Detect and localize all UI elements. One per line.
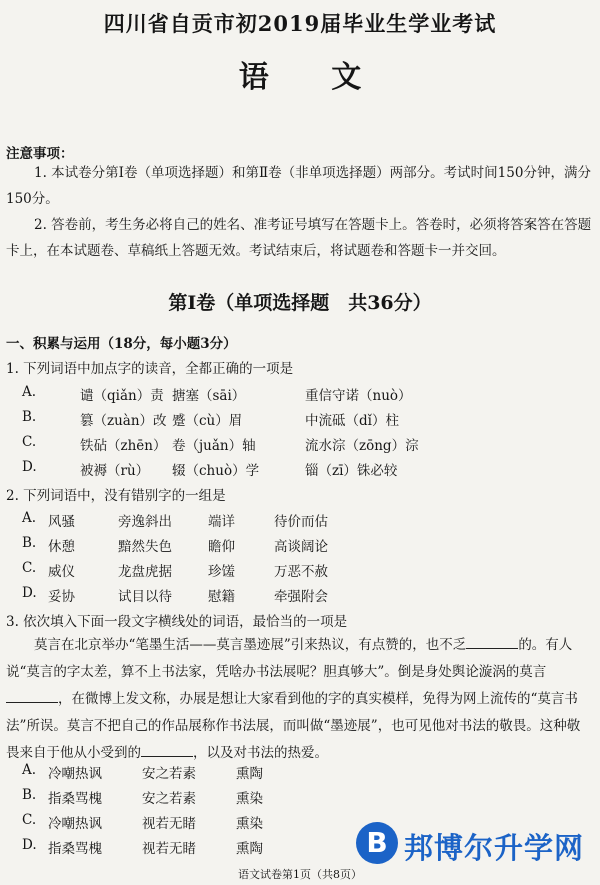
logo-text: 邦博尔升学网 <box>404 831 585 865</box>
option-word: 瞻仰 <box>208 539 235 555</box>
option-word: 待价而估 <box>274 514 328 530</box>
section-title: 第Ⅰ卷（单项选择题 共36分） <box>168 292 432 314</box>
passage-text: 的。有人说“莫言的字太差，算不上书法家，凭啥办书法展呢？胆真够大”。倒是身处舆论漩涡的莫言 <box>6 637 573 680</box>
option-word: 珍馐 <box>208 564 235 580</box>
option-word: 万恶不赦 <box>274 564 328 580</box>
option-word: 威仪 <box>48 564 75 580</box>
option-word: 视若无睹 <box>142 841 196 857</box>
option-word: 牵强附会 <box>274 589 328 605</box>
fill-blank <box>466 636 518 649</box>
notes-item-1: 1. 本试卷分第Ⅰ卷（单项选择题）和第Ⅱ卷（非单项选择题）两部分。考试时间150分钟，满分150分。 <box>6 165 591 207</box>
option-letter: B. <box>22 409 37 425</box>
option-word: 重信守诺（nuò） <box>305 388 412 404</box>
option-word: 指桑骂槐 <box>48 841 102 857</box>
exam-title: 四川省自贡市初2019届毕业生学业考试 <box>103 11 497 36</box>
option-letter: A. <box>22 510 37 526</box>
option-word: 冷嘲热讽 <box>48 816 102 832</box>
option-letter: D. <box>22 585 37 601</box>
option-word: 流水淙（zōng）淙 <box>305 438 419 454</box>
option-word: 端详 <box>208 514 235 530</box>
option-word: 指桑骂槐 <box>48 791 102 807</box>
option-word: 安之若素 <box>142 766 196 782</box>
notes-item-2: 2. 答卷前，考生务必将自己的姓名、准考证号填写在答题卡上。答卷时，必须将答案答在答题卡上，在本试题卷、草稿纸上答题无效。考试结束后，将试题卷和答题卡一并交回。 <box>6 217 592 259</box>
option-word: 黯然失色 <box>118 539 172 555</box>
option-word: 风骚 <box>48 514 75 530</box>
option-letter: D. <box>22 459 37 475</box>
option-letter: C. <box>22 560 37 576</box>
option-word: 高谈阔论 <box>274 539 328 555</box>
option-letter: C. <box>22 812 37 828</box>
option-word: 辍（chuò）学 <box>172 463 260 479</box>
passage-text: ，以及对书法的热爱。 <box>193 745 328 761</box>
passage-text: ，在微博上发文称，办展是想让大家看到他的字的真实模样，免得为网上流传的“莫言书法”所误。莫言不把自己的作品展称作书法展，而叫做“墨迹展”，也可见他对书法的敬畏。这种敬畏来自于他从小受到的 <box>6 691 581 761</box>
option-word: 谴（qiǎn）责 <box>80 388 164 404</box>
option-word: 熏陶 <box>236 841 263 857</box>
option-letter: D. <box>22 837 37 853</box>
option-word: 熏染 <box>236 791 263 807</box>
option-word: 熏陶 <box>236 766 263 782</box>
option-letter: B. <box>22 787 37 803</box>
option-word: 蹙（cù）眉 <box>172 413 243 429</box>
option-word: 安之若素 <box>142 791 196 807</box>
question-3-passage <box>6 632 592 767</box>
subject-title: 语 文 <box>238 60 388 95</box>
logo-glyph: B <box>366 826 388 859</box>
option-word: 冷嘲热讽 <box>48 766 102 782</box>
option-word: 锱（zī）铢必较 <box>305 463 398 479</box>
option-letter: B. <box>22 535 37 551</box>
option-word: 旁逸斜出 <box>118 514 172 530</box>
question-3-stem: 3. 依次填入下面一段文字横线处的词语，最恰当的一项是 <box>6 614 348 630</box>
option-letter: C. <box>22 434 37 450</box>
question-2-stem: 2. 下列词语中，没有错别字的一组是 <box>6 488 226 504</box>
part-heading: 一、积累与运用（18分，每小题3分） <box>6 336 237 352</box>
option-word: 试目以待 <box>118 589 172 605</box>
passage-text: 莫言在北京举办“笔墨生活——莫言墨迹展”引来热议，有点赞的，也不乏 <box>34 637 467 653</box>
fill-blank <box>141 744 193 757</box>
notes-heading: 注意事项： <box>6 146 74 162</box>
option-word: 铁砧（zhēn） <box>80 438 167 454</box>
option-word: 被褥（rù） <box>80 463 150 479</box>
page-footer: 语文试卷第1页（共8页） <box>238 868 362 881</box>
option-letter: A. <box>22 762 37 778</box>
watermark-logo <box>356 822 596 866</box>
option-word: 视若无睹 <box>142 816 196 832</box>
option-word: 慰籍 <box>208 589 235 605</box>
question-1-stem: 1. 下列词语中加点字的读音，全都正确的一项是 <box>6 361 294 377</box>
option-word: 卷（juǎn）轴 <box>172 438 256 454</box>
option-word: 妥协 <box>48 589 75 605</box>
option-word: 搪塞（sāi） <box>172 388 246 404</box>
option-word: 龙盘虎据 <box>118 564 172 580</box>
option-word: 熏染 <box>236 816 263 832</box>
option-word: 休憩 <box>48 539 75 555</box>
fill-blank <box>6 690 58 703</box>
option-word: 中流砥（dǐ）柱 <box>305 413 399 429</box>
option-letter: A. <box>22 384 37 400</box>
option-word: 篡（zuàn）改 <box>80 413 167 429</box>
